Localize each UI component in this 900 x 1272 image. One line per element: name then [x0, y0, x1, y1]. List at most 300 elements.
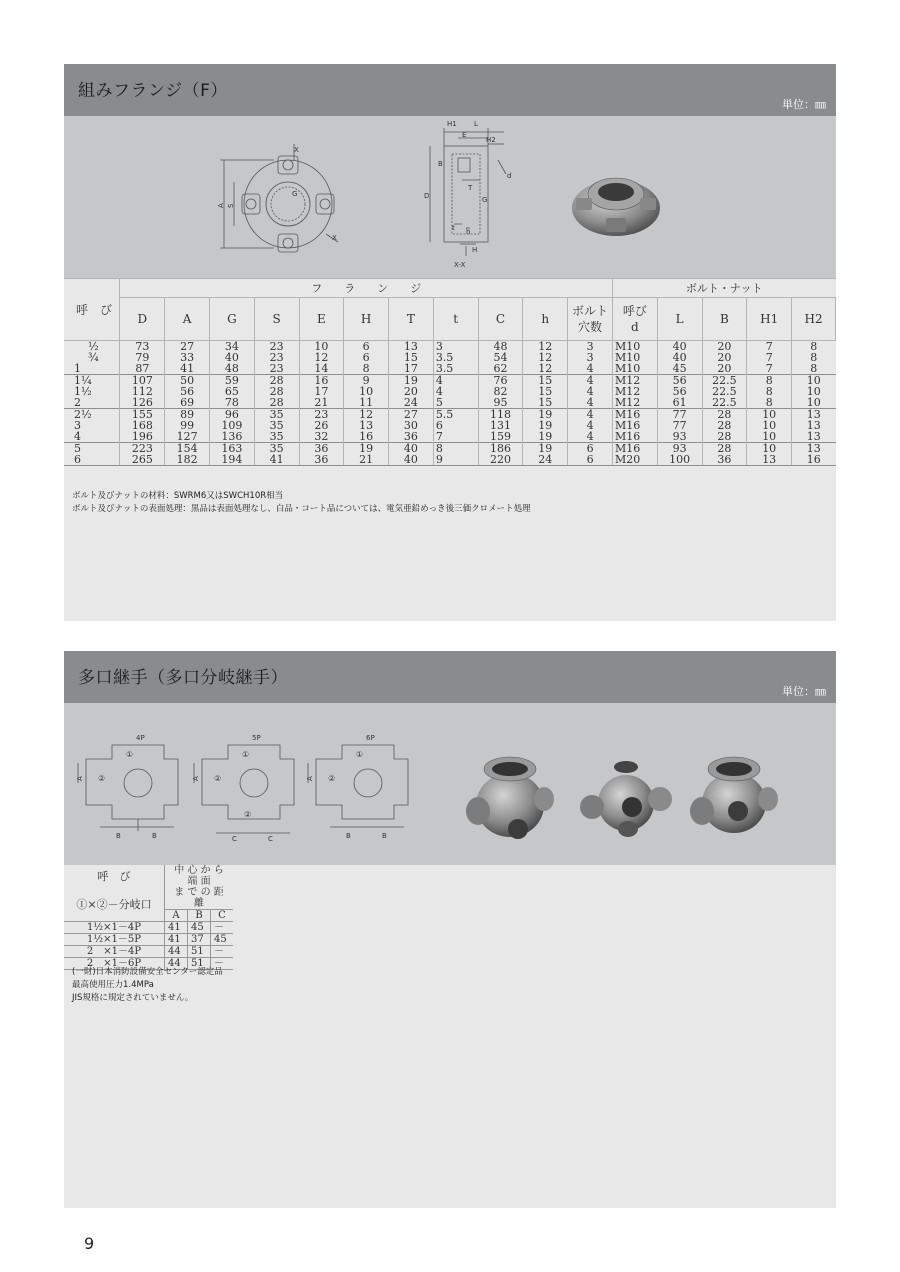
cell-c: 118: [478, 409, 523, 421]
cell-h2: 13: [792, 443, 836, 455]
flange-col-header: E: [299, 298, 344, 341]
cell-h1: 7: [747, 341, 792, 353]
cell-d: 223: [120, 443, 165, 455]
cell-s: 28: [254, 386, 299, 397]
cell-d: 87: [120, 363, 165, 375]
cell-h1: 13: [747, 454, 792, 466]
cell-d: 107: [120, 375, 165, 387]
cell-h2: 8: [792, 341, 836, 353]
label-g-side: G: [482, 196, 488, 204]
cell-d: 126: [120, 397, 165, 409]
bolt-holes-header: ボルト 穴数: [568, 298, 613, 341]
cell-h: 6: [344, 352, 389, 363]
cell-h: 12: [344, 409, 389, 421]
label-4p-b2: B: [152, 832, 157, 840]
table-row: [64, 934, 233, 946]
cell-a: 27: [165, 341, 210, 353]
cell-holes: 4: [568, 397, 613, 409]
cell-holes: 4: [568, 431, 613, 443]
cell-s: 28: [254, 397, 299, 409]
cell-d: M20: [613, 454, 658, 466]
cell-h2: 8: [792, 363, 836, 375]
label-5p-c1: C: [232, 835, 237, 843]
cell-g: 109: [209, 420, 254, 431]
cell-d: M12: [613, 375, 658, 387]
cell-a: 44: [165, 958, 188, 970]
table-row: [64, 397, 836, 409]
cell-e: 21: [299, 397, 344, 409]
cell-t: 8: [433, 443, 478, 455]
cell-h2: 10: [792, 397, 836, 409]
table-row: [64, 431, 836, 443]
cell-h1: 7: [747, 352, 792, 363]
multi-col-header: A: [165, 910, 188, 922]
cell-t: 40: [389, 454, 434, 466]
label-6p-a: A: [306, 776, 314, 781]
cell-l: 93: [657, 431, 702, 443]
cell-l: 56: [657, 375, 702, 387]
cell-a: 41: [165, 934, 188, 946]
cell-a: 69: [165, 397, 210, 409]
label-4p-two: ②: [98, 774, 106, 783]
cell-l: 77: [657, 409, 702, 421]
cell-d: M16: [613, 420, 658, 431]
label-a: A: [217, 203, 225, 208]
cell-b: 28: [702, 431, 747, 443]
cell-h: 8: [344, 363, 389, 375]
cell-d: 73: [120, 341, 165, 353]
cell-a: 182: [165, 454, 210, 466]
cell-e: 32: [299, 431, 344, 443]
cell-holes: 3: [568, 341, 613, 353]
cell-h: 24: [523, 454, 568, 466]
cell-a: 50: [165, 375, 210, 387]
cell-s: 23: [254, 352, 299, 363]
cell-e: 10: [299, 341, 344, 353]
cell-h: 9: [344, 375, 389, 387]
cell-t: 7: [433, 431, 478, 443]
cell-nom: 1½: [74, 385, 92, 398]
flange-section: [64, 64, 836, 621]
flange-col-header: t: [433, 298, 478, 341]
cell-c: 186: [478, 443, 523, 455]
cell-a: 44: [165, 946, 188, 958]
cell-g: 48: [209, 363, 254, 375]
label-6p-one: ①: [356, 750, 364, 759]
multi-notes: [72, 966, 223, 1005]
flange-col-header: h: [523, 298, 568, 341]
cell-g: 40: [209, 352, 254, 363]
cell-t: 9: [433, 454, 478, 466]
flange-note-material: ボルト及びナットの材料：SWRM6又はSWCH10R相当: [72, 491, 284, 501]
cell-b: 22.5: [702, 397, 747, 409]
cell-c: 48: [478, 341, 523, 353]
cell-l: 40: [657, 352, 702, 363]
cell-l: 40: [657, 341, 702, 353]
flange-col-header: T: [389, 298, 434, 341]
cell-s: 35: [254, 420, 299, 431]
flange-dimension-table: [64, 278, 836, 466]
label-4p-a: A: [76, 776, 84, 781]
cell-h: 19: [523, 420, 568, 431]
cell-t: 6: [433, 420, 478, 431]
cell-d: 79: [120, 352, 165, 363]
label-t-upper: T: [468, 184, 473, 192]
cell-c: 95: [478, 397, 523, 409]
cell-t: 4: [433, 375, 478, 387]
cell-t: 17: [389, 363, 434, 375]
photo-5p-fitting: [576, 749, 676, 849]
cell-h: 12: [523, 363, 568, 375]
label-5p-one: ①: [242, 750, 250, 759]
label-d-main: D: [424, 192, 430, 200]
label-e: E: [462, 131, 467, 139]
cell-t: 30: [389, 420, 434, 431]
multi-col-header: C: [211, 910, 234, 922]
cell-t: 4: [433, 386, 478, 397]
cell-h: 10: [344, 386, 389, 397]
cell-a: 33: [165, 352, 210, 363]
cell-d: M10: [613, 352, 658, 363]
label-g: G: [292, 190, 298, 198]
cell-h: 15: [523, 386, 568, 397]
cell-e: 36: [299, 454, 344, 466]
cell-c: 76: [478, 375, 523, 387]
flange-front-view-drawing: [214, 116, 374, 278]
cell-h1: 7: [747, 363, 792, 375]
cell-a: 41: [165, 363, 210, 375]
label-4p-one: ①: [126, 750, 134, 759]
cell-h2: 8: [792, 352, 836, 363]
drawing-4p: [78, 733, 188, 843]
cell-t: 20: [389, 386, 434, 397]
cell-t: 3: [433, 341, 478, 353]
flange-col-header: S: [254, 298, 299, 341]
label-h: h: [466, 228, 471, 236]
cell-b: 36: [702, 454, 747, 466]
cell-g: 194: [209, 454, 254, 466]
label-6p-b1: B: [346, 832, 351, 840]
cell-nom: 3: [74, 419, 81, 432]
cell-h: 21: [344, 454, 389, 466]
table-row: [64, 363, 836, 375]
cell-nom: 2 ×1－6P: [64, 958, 165, 970]
bolt-col-header: L: [657, 298, 702, 341]
flange-col-header: C: [478, 298, 523, 341]
label-5p: 5P: [252, 734, 261, 742]
cell-g: 163: [209, 443, 254, 455]
cell-g: 65: [209, 386, 254, 397]
bolt-col-header: B: [702, 298, 747, 341]
cell-h: 16: [344, 431, 389, 443]
label-x-top: X: [294, 146, 299, 154]
cell-h2: 10: [792, 386, 836, 397]
cell-t: 13: [389, 341, 434, 353]
cell-nom: 1: [74, 362, 81, 375]
drawing-6p: [308, 733, 418, 843]
cell-s: 23: [254, 341, 299, 353]
cell-h1: 10: [747, 431, 792, 443]
multi-nominal-header-2: ①×②－分岐口: [76, 897, 152, 911]
cell-h2: 13: [792, 431, 836, 443]
cell-b: 37: [188, 934, 211, 946]
cell-h1: 8: [747, 375, 792, 387]
multi-unit: 単位：㎜: [782, 685, 826, 698]
flange-notes: [72, 490, 531, 516]
cell-c: 159: [478, 431, 523, 443]
multi-figure-band: [64, 703, 836, 865]
photo-4p-fitting: [460, 749, 560, 849]
cell-l: 77: [657, 420, 702, 431]
cell-d: M12: [613, 397, 658, 409]
multi-note-jis: JIS規格に規定されていません。: [72, 993, 194, 1003]
cell-h1: 10: [747, 420, 792, 431]
flange-unit: 単位：㎜: [782, 98, 826, 111]
cell-d: 196: [120, 431, 165, 443]
multi-table-body: [64, 922, 233, 970]
label-h2: H2: [486, 136, 496, 144]
flange-figure-band: [64, 116, 836, 278]
cell-h: 19: [344, 443, 389, 455]
cell-h: 12: [523, 341, 568, 353]
cell-a: 154: [165, 443, 210, 455]
cell-g: 59: [209, 375, 254, 387]
cell-nom: ¾: [88, 351, 99, 364]
multi-distance-header-1: 中 心 か ら 端 面: [165, 865, 234, 887]
cell-nom: 2½: [64, 409, 120, 421]
flange-col-header: D: [120, 298, 165, 341]
cell-b: 51: [188, 958, 211, 970]
cell-b: 22.5: [702, 386, 747, 397]
multi-title: 多口継手（多口分岐継手）: [78, 668, 288, 688]
multi-note-pressure: 最高使用圧力1.4MPa: [72, 980, 154, 990]
cell-e: 36: [299, 443, 344, 455]
cell-t: 24: [389, 397, 434, 409]
cell-c: －: [211, 946, 234, 958]
cell-h1: 10: [747, 443, 792, 455]
cell-holes: 4: [568, 409, 613, 421]
cell-l: 100: [657, 454, 702, 466]
flange-col-header: G: [209, 298, 254, 341]
cell-nom: 2 ×1－4P: [64, 946, 165, 958]
page-number: 9: [84, 1234, 95, 1253]
cell-d: M10: [613, 363, 658, 375]
cell-holes: 4: [568, 363, 613, 375]
cell-h: 11: [344, 397, 389, 409]
flange-col-header: A: [165, 298, 210, 341]
cell-a: 41: [165, 922, 188, 934]
cell-h: 19: [523, 431, 568, 443]
multi-header: [64, 651, 836, 703]
cell-b: 45: [188, 922, 211, 934]
cell-a: 56: [165, 386, 210, 397]
cell-s: 35: [254, 409, 299, 421]
multi-col-header: B: [188, 910, 211, 922]
cell-t: 19: [389, 375, 434, 387]
table-row: [64, 946, 233, 958]
cell-holes: 3: [568, 352, 613, 363]
cell-h1: 10: [747, 409, 792, 421]
cell-nom: 4: [74, 430, 81, 443]
cell-d: M12: [613, 386, 658, 397]
label-b: B: [438, 160, 443, 168]
cell-l: 45: [657, 363, 702, 375]
cell-nom: 1½×1－5P: [64, 934, 165, 946]
cell-nom: 2: [74, 396, 81, 409]
cell-s: 35: [254, 431, 299, 443]
bolt-col-header: H2: [792, 298, 836, 341]
cell-t: 15: [389, 352, 434, 363]
cell-holes: 4: [568, 375, 613, 387]
photo-6p-fitting: [684, 749, 784, 849]
label-h-low: H: [472, 246, 478, 254]
cell-c: 54: [478, 352, 523, 363]
cell-h2: 10: [792, 375, 836, 387]
cell-holes: 6: [568, 443, 613, 455]
cell-g: 78: [209, 397, 254, 409]
cell-c: 220: [478, 454, 523, 466]
cell-e: 23: [299, 409, 344, 421]
cell-h: 12: [523, 352, 568, 363]
cell-a: 127: [165, 431, 210, 443]
cell-t: 40: [389, 443, 434, 455]
cell-g: 136: [209, 431, 254, 443]
cell-h2: 13: [792, 420, 836, 431]
cell-g: 34: [209, 341, 254, 353]
label-5p-a: A: [192, 776, 200, 781]
cell-t: 5: [433, 397, 478, 409]
cell-b: 22.5: [702, 375, 747, 387]
cell-h2: 13: [792, 409, 836, 421]
cell-b: 20: [702, 363, 747, 375]
cell-b: 28: [702, 443, 747, 455]
cell-e: 12: [299, 352, 344, 363]
cell-h1: 8: [747, 397, 792, 409]
cell-h: 15: [523, 375, 568, 387]
cell-b: 28: [702, 409, 747, 421]
cell-h2: 16: [792, 454, 836, 466]
cell-a: 89: [165, 409, 210, 421]
flange-header: [64, 64, 836, 116]
cell-h: 6: [344, 341, 389, 353]
label-4p: 4P: [136, 734, 145, 742]
cell-d: M16: [613, 409, 658, 421]
flange-section-view-drawing: [414, 116, 524, 278]
table-row: [64, 922, 233, 934]
cell-h: 13: [344, 420, 389, 431]
cell-g: 96: [209, 409, 254, 421]
flange-table-body: [64, 341, 836, 466]
cell-t: 36: [389, 431, 434, 443]
label-s: S: [227, 203, 235, 208]
label-6p-two: ②: [328, 774, 336, 783]
cell-c: 82: [478, 386, 523, 397]
cell-c: 45: [211, 934, 234, 946]
cell-h: 19: [523, 443, 568, 455]
cell-c: 131: [478, 420, 523, 431]
label-x-bottom: X: [332, 234, 337, 242]
col-nominal-header: 呼 び: [64, 279, 120, 341]
cell-d: 112: [120, 386, 165, 397]
multi-section: [64, 651, 836, 1208]
cell-a: 99: [165, 420, 210, 431]
bolt-group-header: ボルト・ナット: [613, 279, 836, 298]
multi-distance-header-2: ま で の 距 離: [165, 887, 234, 910]
cell-l: 61: [657, 397, 702, 409]
cell-c: 62: [478, 363, 523, 375]
cell-nom: 6: [64, 454, 120, 466]
cell-s: 35: [254, 443, 299, 455]
cell-e: 16: [299, 375, 344, 387]
cell-c: －: [211, 958, 234, 970]
cell-t: 3.5: [433, 352, 478, 363]
cell-t: 3.5: [433, 363, 478, 375]
cell-b: 20: [702, 352, 747, 363]
cell-holes: 4: [568, 420, 613, 431]
cell-e: 14: [299, 363, 344, 375]
flange-table-subheader: [64, 298, 836, 341]
multi-note-certified: (一財)日本消防設備安全センター認定品: [72, 967, 223, 977]
cell-s: 41: [254, 454, 299, 466]
bolt-col-header: H1: [747, 298, 792, 341]
cell-d: 168: [120, 420, 165, 431]
multi-dimension-table: [64, 865, 233, 970]
cell-d: 155: [120, 409, 165, 421]
cell-t: 27: [389, 409, 434, 421]
drawing-5p: [194, 733, 304, 843]
cell-t: 5.5: [433, 409, 478, 421]
table-row: [64, 454, 836, 466]
cell-nom: 5: [64, 443, 120, 455]
label-5p-two-bottom: ②: [244, 810, 252, 819]
flange-group-header: フ ラ ン ジ: [120, 279, 613, 298]
cell-h1: 8: [747, 386, 792, 397]
cell-h: 15: [523, 397, 568, 409]
bolt-nominal-header: 呼び d: [613, 298, 658, 341]
cell-nom: 1½×1－4P: [64, 922, 165, 934]
label-l: L: [474, 120, 478, 128]
cell-s: 23: [254, 363, 299, 375]
flange-photo: [568, 156, 664, 246]
cell-b: 20: [702, 341, 747, 353]
cell-holes: 6: [568, 454, 613, 466]
cell-d: M16: [613, 443, 658, 455]
label-section: X-X: [454, 261, 466, 269]
cell-l: 56: [657, 386, 702, 397]
flange-note-surface: ボルト及びナットの表面処理：黒品は表面処理なし、白品・コート品については、電気亜鉛めっき後三価クロメート処理: [72, 504, 531, 514]
label-6p: 6P: [366, 734, 375, 742]
cell-h: 19: [523, 409, 568, 421]
label-t-lower: t: [452, 224, 455, 232]
cell-nom: 1¼: [64, 375, 120, 387]
cell-e: 26: [299, 420, 344, 431]
cell-holes: 4: [568, 386, 613, 397]
label-4p-b1: B: [116, 832, 121, 840]
cell-b: 28: [702, 420, 747, 431]
label-h1: H1: [447, 120, 457, 128]
cell-s: 28: [254, 375, 299, 387]
multi-nominal-header-1: 呼 び: [97, 869, 131, 883]
cell-d: 265: [120, 454, 165, 466]
flange-title: 組みフランジ（F）: [78, 81, 228, 101]
label-5p-c2: C: [268, 835, 273, 843]
cell-b: 51: [188, 946, 211, 958]
flange-col-header: H: [344, 298, 389, 341]
cell-c: －: [211, 922, 234, 934]
cell-l: 93: [657, 443, 702, 455]
cell-e: 17: [299, 386, 344, 397]
label-6p-b2: B: [382, 832, 387, 840]
